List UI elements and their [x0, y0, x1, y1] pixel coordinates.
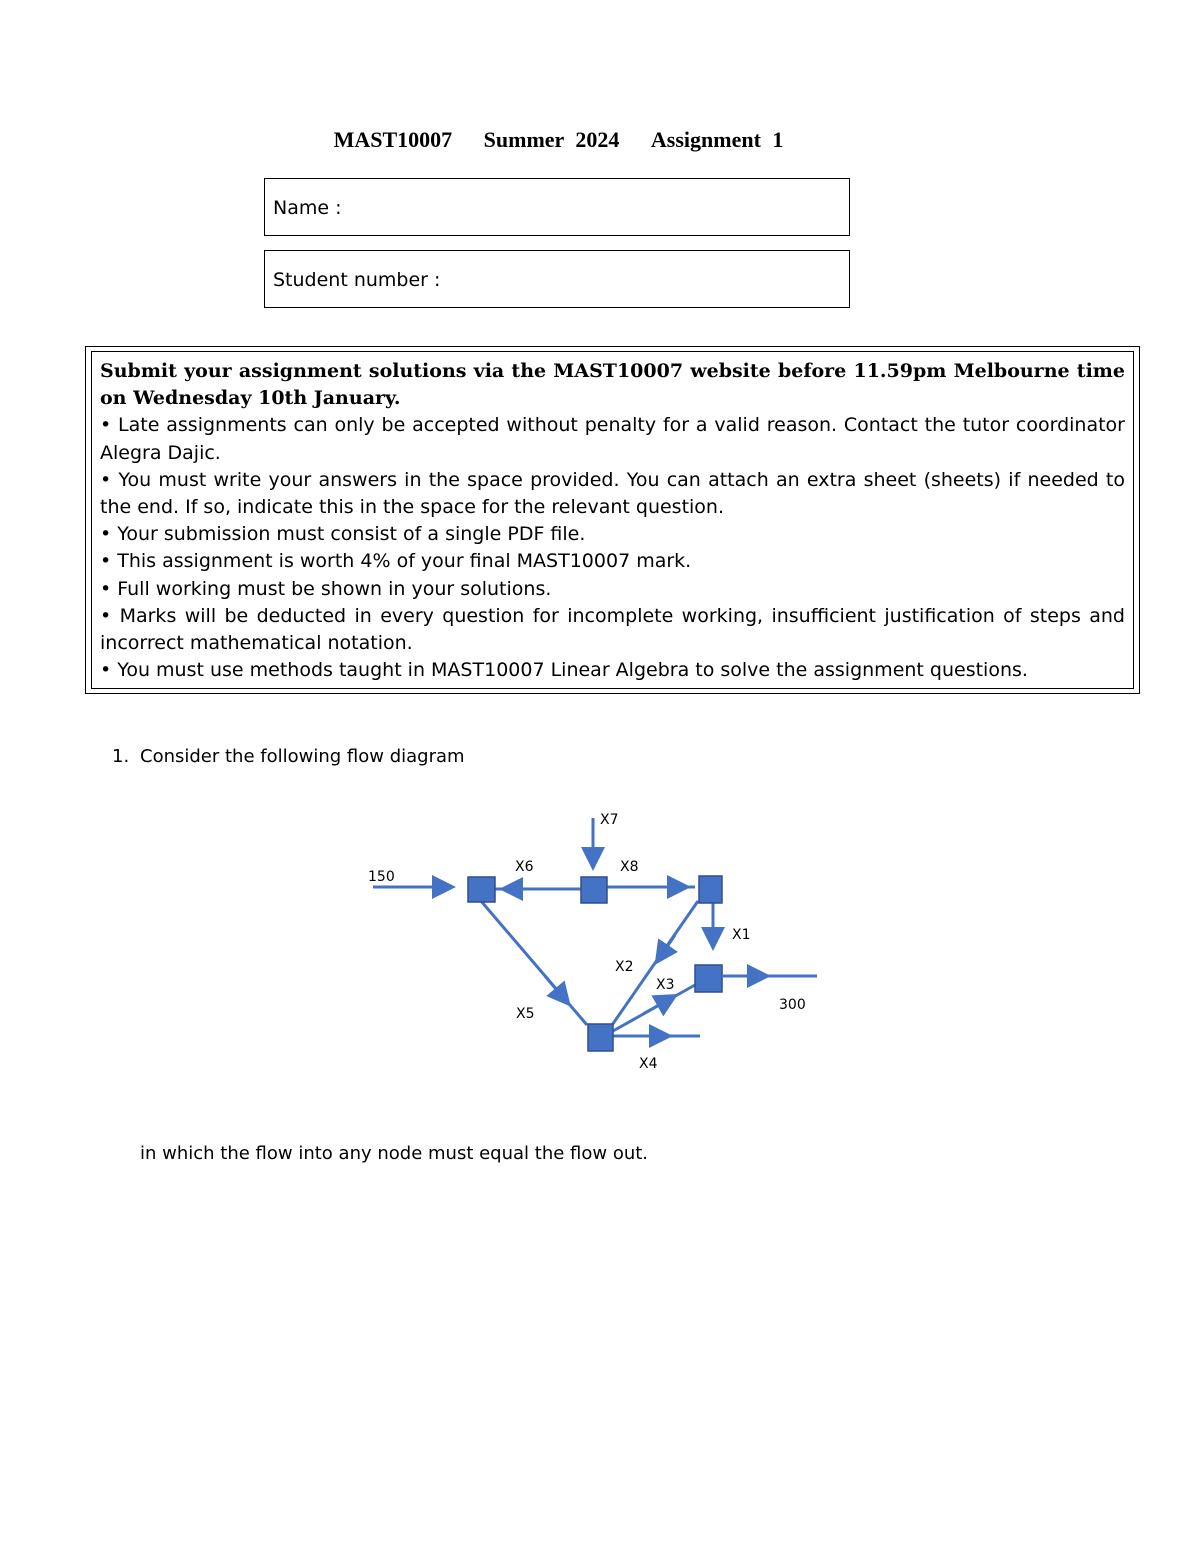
flow-diagram — [355, 800, 835, 1090]
instructions-inner-box — [91, 351, 1134, 689]
course-code: MAST10007 — [333, 127, 453, 152]
name-label: Name : — [273, 197, 342, 219]
label-x3: X3 — [656, 977, 675, 993]
label-x6: X6 — [515, 859, 534, 875]
question-text: Consider the following flow diagram — [140, 746, 465, 767]
label-x4: X4 — [639, 1056, 658, 1072]
page-title — [0, 127, 1117, 153]
instruction-item: • This assignment is worth 4% of your final MAST10007 mark. — [100, 550, 692, 573]
question-1 — [112, 746, 465, 767]
node-e — [588, 1024, 613, 1051]
instruction-item: • You must use methods taught in MAST10007 Linear Algebra to solve the assignment questions. — [100, 659, 1028, 682]
edge-x2-arrow — [658, 935, 675, 960]
instruction-item: • Late assignments can only be accepted without penalty for a valid reason. Contact the tutor coordinator Alegra Dajic. — [100, 414, 1125, 464]
instruction-item: • Full working must be shown in your solutions. — [100, 577, 552, 600]
label-x5: X5 — [516, 1006, 535, 1022]
node-c — [699, 876, 722, 903]
instruction-item: • Your submission must consist of a single PDF file. — [100, 523, 586, 546]
assignment-title: Assignment 1 — [650, 127, 784, 152]
node-d — [695, 965, 722, 992]
instructions-heading: Submit your assignment solutions via the MAST10007 website before 11.59pm Melbourne time on Wednesday 10th January. — [100, 360, 1125, 410]
name-field[interactable] — [264, 178, 850, 236]
label-x8: X8 — [620, 859, 639, 875]
node-a — [468, 877, 495, 902]
flow-labels — [368, 812, 806, 1072]
instruction-item: • You must write your answers in the space provided. You can attach an extra sheet (sheets) if needed to the end. If so, indicate this in the space for the relevant question. — [100, 468, 1125, 519]
question-followup: in which the flow into any node must equal the flow out. — [140, 1143, 649, 1164]
label-inflow: 150 — [368, 869, 395, 885]
instructions-box — [85, 346, 1140, 694]
node-b — [581, 877, 607, 903]
flow-nodes — [468, 876, 722, 1051]
term: Summer 2024 — [483, 127, 620, 152]
edge-x5-arrow — [545, 976, 567, 1002]
edge-x3-arrow — [643, 997, 673, 1014]
label-x1: X1 — [732, 927, 751, 943]
label-x7: X7 — [600, 812, 619, 828]
student-number-field[interactable] — [264, 250, 850, 308]
question-number: 1. — [112, 746, 130, 767]
instruction-item: • Marks will be deducted in every question for incomplete working, insufficient justification of steps and incorrect mathematical notation. — [100, 604, 1125, 655]
label-outflow: 300 — [779, 997, 806, 1013]
student-number-label: Student number : — [273, 269, 441, 291]
label-x2: X2 — [615, 959, 634, 975]
